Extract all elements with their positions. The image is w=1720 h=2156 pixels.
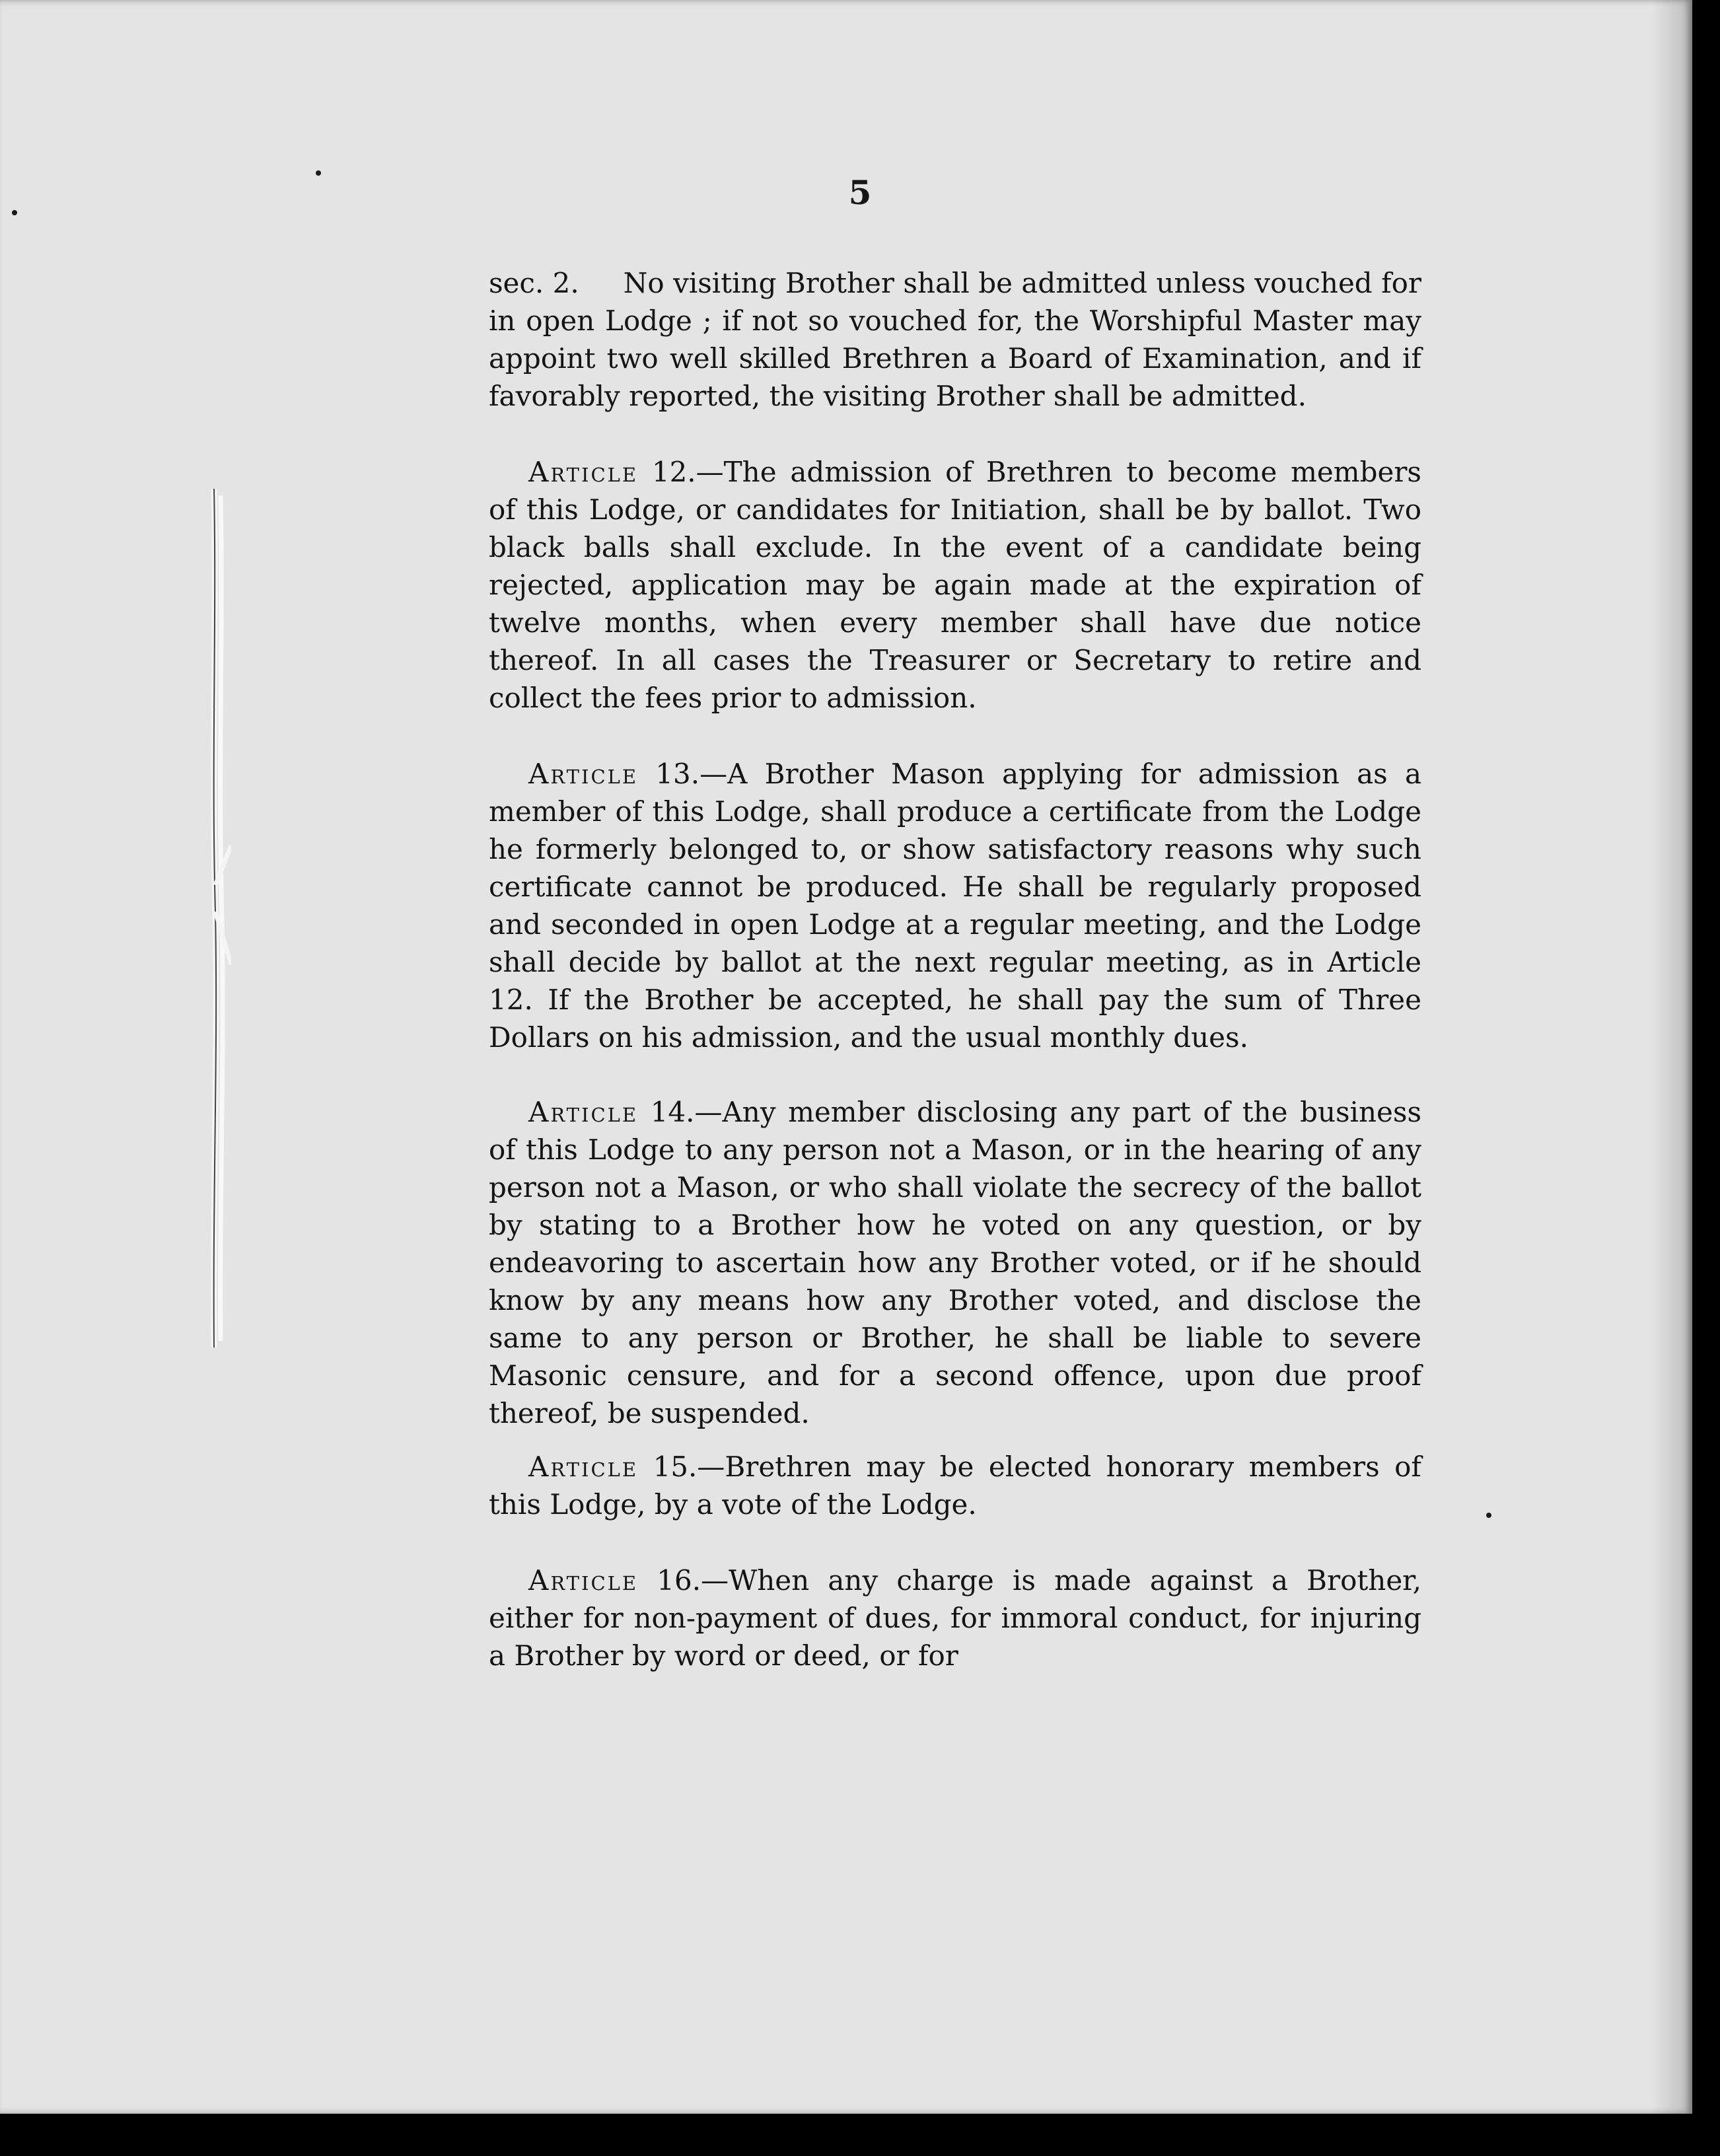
article-13-paragraph [489, 755, 1421, 1056]
article-label: Article [528, 1451, 639, 1483]
article-15-paragraph [489, 1448, 1421, 1523]
page-body [489, 264, 1421, 1674]
section-label: sec. 2. [489, 267, 579, 299]
article-label: Article [528, 1096, 639, 1128]
article-number: 15. [653, 1451, 698, 1483]
page-number: 5 [848, 173, 872, 212]
article-number: 16. [657, 1564, 701, 1597]
binding-thread [205, 489, 231, 1348]
article-16-paragraph [489, 1562, 1421, 1674]
article-text: —A Brother Mason applying for admission as a member of this Lodge, shall produce a certificate from the Lodge he formerly belonged to, or show satisfactory reasons why such certificate cannot be produced. He shall be regularly proposed and seconded in open Lodge at a regular meeting, and the Lodge shall decide by ballot at the next regular meeting, as in Article 12. If the Brother be accepted, he shall pay the sum of Three Dollars on his admission, and the usual monthly dues. [489, 758, 1421, 1054]
article-text: —Any member disclosing any part of the business of this Lodge to any person not a Mason, or in the hearing of any person not a Mason, or who shall violate the secrecy of the ballot by stating to a Brother how he voted on any question, or by endeavoring to ascertain how any Brother voted, or if he should know by any means how any Brother voted, and disclose the same to any person or Brother, he shall be liable to severe Masonic censure, and for a second offence, upon due proof thereof, be suspended. [489, 1096, 1422, 1429]
page-edge-shadow [1651, 0, 1692, 2114]
article-label: Article [528, 456, 639, 488]
article-14-paragraph [489, 1093, 1421, 1432]
article-12-paragraph [489, 453, 1421, 717]
article-text: —The admission of Brethren to become members of this Lodge, or candidates for Initiation, shall be by ballot. Two black balls shall exclude. In the event of a candidate being rejected, application may be again made at the expiration of twelve months, when every member shall have due notice thereof. In all cases the Treasurer or Secretary to retire and collect the fees prior to admission. [489, 456, 1421, 714]
article-text: —Brethren may be elected honorary members of this Lodge, by a vote of the Lodge. [489, 1451, 1421, 1521]
article-number: 14. [650, 1096, 695, 1128]
article-text: —When any charge is made against a Brother, either for non-payment of dues, for immoral conduct, for injuring a Brother by word or deed, or for [489, 1564, 1421, 1672]
article-number: 12. [651, 456, 696, 488]
section-2-paragraph [489, 264, 1421, 415]
article-label: Article [528, 758, 639, 790]
paper-speck [1486, 1513, 1491, 1518]
article-label: Article [528, 1564, 639, 1597]
article-number: 13. [655, 758, 700, 790]
section-text: No visiting Brother shall be admitted unless vouched for in open Lodge ; if not so vouched for, the Worshipful Master may appoint two well skilled Brethren a Board of Examination, and if favorably reported, the visiting Brother shall be admitted. [489, 267, 1421, 412]
